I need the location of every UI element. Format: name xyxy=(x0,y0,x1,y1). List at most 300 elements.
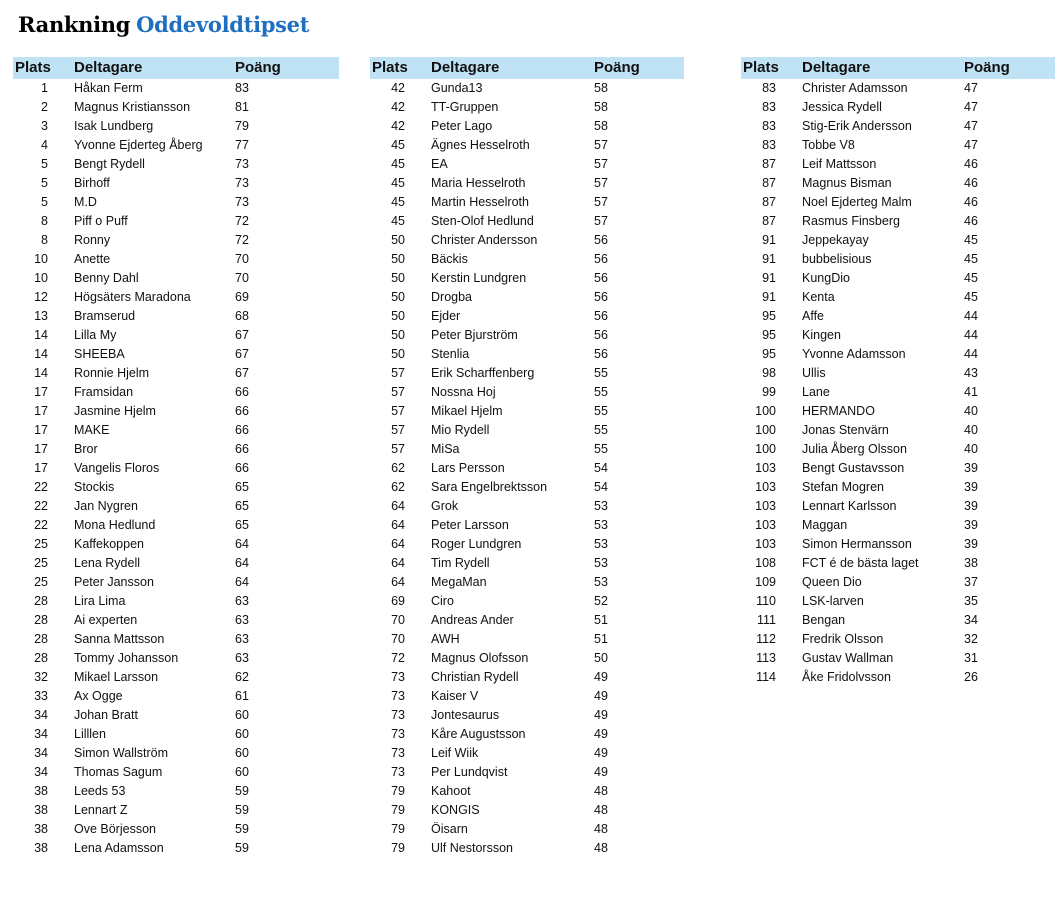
name-cell: Kenta xyxy=(802,290,835,304)
table-row xyxy=(13,98,339,117)
name-cell: Stig-Erik Andersson xyxy=(802,119,912,133)
points-cell: 70 xyxy=(235,252,249,266)
points-cell: 57 xyxy=(594,214,608,228)
points-cell: 66 xyxy=(235,423,249,437)
table-row xyxy=(13,554,339,573)
rank-cell: 79 xyxy=(391,822,405,836)
points-cell: 48 xyxy=(594,784,608,798)
table-row xyxy=(370,573,684,592)
name-cell: Bramserud xyxy=(74,309,136,323)
name-cell: Högsäters Maradona xyxy=(74,290,191,304)
rank-cell: 10 xyxy=(34,252,48,266)
name-cell: Kerstin Lundgren xyxy=(431,271,527,285)
rank-cell: 83 xyxy=(762,119,776,133)
points-cell: 56 xyxy=(594,290,608,304)
points-cell: 77 xyxy=(235,138,249,152)
rank-cell: 28 xyxy=(34,632,48,646)
points-cell: 73 xyxy=(235,157,249,171)
name-cell: MiSa xyxy=(431,442,460,456)
name-cell: Lilllen xyxy=(74,727,106,741)
table-row xyxy=(741,630,1055,649)
table-row xyxy=(370,763,684,782)
table-row xyxy=(13,744,339,763)
points-cell: 54 xyxy=(594,480,608,494)
rank-cell: 34 xyxy=(34,765,48,779)
table-row xyxy=(741,383,1055,402)
rank-cell: 17 xyxy=(34,461,48,475)
table-row xyxy=(370,136,684,155)
table-row xyxy=(370,79,684,98)
rank-cell: 50 xyxy=(391,290,405,304)
table-row xyxy=(370,117,684,136)
name-cell: Jasmine Hjelm xyxy=(74,404,156,418)
rank-cell: 62 xyxy=(391,480,405,494)
points-cell: 59 xyxy=(235,784,249,798)
points-cell: 58 xyxy=(594,119,608,133)
name-cell: Kaiser V xyxy=(431,689,479,703)
table-row xyxy=(370,459,684,478)
rank-cell: 95 xyxy=(762,347,776,361)
ranking-rows xyxy=(741,79,1055,687)
name-cell: Sanna Mattsson xyxy=(74,632,165,646)
rank-cell: 103 xyxy=(755,537,776,551)
points-cell: 53 xyxy=(594,556,608,570)
points-cell: 49 xyxy=(594,746,608,760)
column-header-deltagare: Deltagare xyxy=(788,57,964,79)
points-cell: 44 xyxy=(964,309,978,323)
name-cell: Mikael Hjelm xyxy=(431,404,503,418)
rank-cell: 73 xyxy=(391,689,405,703)
rank-cell: 87 xyxy=(762,214,776,228)
rank-cell: 17 xyxy=(34,442,48,456)
rank-cell: 113 xyxy=(756,651,776,665)
points-cell: 31 xyxy=(964,651,978,665)
points-cell: 51 xyxy=(594,613,608,627)
rank-cell: 64 xyxy=(391,499,405,513)
name-cell: Julia Åberg Olsson xyxy=(802,442,907,456)
points-cell: 59 xyxy=(235,803,249,817)
name-cell: LSK-larven xyxy=(802,594,864,608)
rank-cell: 73 xyxy=(391,746,405,760)
rank-cell: 12 xyxy=(34,290,48,304)
points-cell: 26 xyxy=(964,670,978,684)
name-cell: Peter Jansson xyxy=(74,575,154,589)
rank-cell: 50 xyxy=(391,233,405,247)
rank-cell: 38 xyxy=(34,803,48,817)
table-row xyxy=(370,155,684,174)
table-row xyxy=(741,478,1055,497)
points-cell: 46 xyxy=(964,214,978,228)
points-cell: 39 xyxy=(964,499,978,513)
table-row xyxy=(13,649,339,668)
name-cell: Lennart Karlsson xyxy=(802,499,897,513)
rank-cell: 57 xyxy=(391,423,405,437)
points-cell: 47 xyxy=(964,100,978,114)
name-cell: Noel Ejderteg Malm xyxy=(802,195,912,209)
points-cell: 55 xyxy=(594,404,608,418)
rank-cell: 64 xyxy=(391,518,405,532)
name-cell: Ai experten xyxy=(74,613,138,627)
table-row xyxy=(13,820,339,839)
points-cell: 41 xyxy=(964,385,978,399)
table-row xyxy=(13,250,339,269)
table-row xyxy=(13,801,339,820)
points-cell: 48 xyxy=(594,822,608,836)
points-cell: 44 xyxy=(964,328,978,342)
rank-cell: 73 xyxy=(391,765,405,779)
name-cell: Isak Lundberg xyxy=(74,119,154,133)
table-row xyxy=(370,478,684,497)
table-row xyxy=(13,782,339,801)
points-cell: 72 xyxy=(235,233,249,247)
points-cell: 55 xyxy=(594,385,608,399)
name-cell: Ronnie Hjelm xyxy=(74,366,150,380)
points-cell: 49 xyxy=(594,708,608,722)
rank-cell: 114 xyxy=(756,670,776,684)
points-cell: 37 xyxy=(964,575,978,589)
name-cell: Affe xyxy=(802,309,825,323)
name-cell: Mikael Larsson xyxy=(74,670,159,684)
name-cell: Lena Adamsson xyxy=(74,841,164,855)
points-cell: 48 xyxy=(594,803,608,817)
rank-cell: 45 xyxy=(391,157,405,171)
rank-cell: 64 xyxy=(391,556,405,570)
rank-cell: 112 xyxy=(756,632,776,646)
rank-cell: 42 xyxy=(391,119,405,133)
points-cell: 60 xyxy=(235,746,249,760)
ranking-table-3 xyxy=(741,57,1055,687)
title-oddevoldtipset: Oddevoldtipset xyxy=(136,12,310,37)
ranking-rows xyxy=(13,79,339,858)
points-cell: 65 xyxy=(235,499,249,513)
rank-cell: 34 xyxy=(34,708,48,722)
rank-cell: 38 xyxy=(34,822,48,836)
name-cell: Vangelis Floros xyxy=(74,461,160,475)
table-row xyxy=(741,592,1055,611)
rank-cell: 38 xyxy=(34,784,48,798)
rank-cell: 57 xyxy=(391,366,405,380)
name-cell: Jessica Rydell xyxy=(802,100,882,114)
table-row xyxy=(370,326,684,345)
page-title xyxy=(18,10,309,40)
points-cell: 58 xyxy=(594,100,608,114)
name-cell: MegaMan xyxy=(431,575,487,589)
rank-cell: 45 xyxy=(391,138,405,152)
table-row xyxy=(370,231,684,250)
name-cell: Jan Nygren xyxy=(74,499,138,513)
name-cell: Lira Lima xyxy=(74,594,126,608)
rank-cell: 5 xyxy=(41,157,48,171)
table-row xyxy=(370,668,684,687)
name-cell: Fredrik Olsson xyxy=(802,632,884,646)
name-cell: Stefan Mogren xyxy=(802,480,884,494)
rank-cell: 45 xyxy=(391,176,405,190)
table-row xyxy=(741,573,1055,592)
points-cell: 65 xyxy=(235,480,249,494)
name-cell: Roger Lundgren xyxy=(431,537,522,551)
name-cell: Queen Dio xyxy=(802,575,862,589)
table-row xyxy=(13,383,339,402)
table-row xyxy=(741,459,1055,478)
points-cell: 46 xyxy=(964,157,978,171)
ranking-rows xyxy=(370,79,684,858)
rank-cell: 25 xyxy=(34,537,48,551)
points-cell: 49 xyxy=(594,670,608,684)
table-row xyxy=(370,345,684,364)
rank-cell: 87 xyxy=(762,157,776,171)
points-cell: 67 xyxy=(235,347,249,361)
rank-cell: 103 xyxy=(755,518,776,532)
table-row xyxy=(370,592,684,611)
points-cell: 53 xyxy=(594,518,608,532)
points-cell: 32 xyxy=(964,632,978,646)
table-row xyxy=(741,117,1055,136)
points-cell: 72 xyxy=(235,214,249,228)
rank-cell: 10 xyxy=(34,271,48,285)
table-row xyxy=(370,744,684,763)
name-cell: Öisarn xyxy=(431,822,468,836)
name-cell: Yvonne Ejderteg Åberg xyxy=(74,138,203,152)
table-row xyxy=(741,611,1055,630)
points-cell: 68 xyxy=(235,309,249,323)
points-cell: 79 xyxy=(235,119,249,133)
points-cell: 66 xyxy=(235,385,249,399)
name-cell: Simon Wallström xyxy=(74,746,168,760)
name-cell: Åke Fridolvsson xyxy=(802,670,891,684)
table-row xyxy=(370,516,684,535)
points-cell: 55 xyxy=(594,366,608,380)
table-row xyxy=(13,630,339,649)
table-row xyxy=(741,345,1055,364)
points-cell: 40 xyxy=(964,404,978,418)
table-row xyxy=(370,174,684,193)
rank-cell: 62 xyxy=(391,461,405,475)
table-row xyxy=(13,706,339,725)
table-row xyxy=(13,611,339,630)
rank-cell: 70 xyxy=(391,632,405,646)
table-row xyxy=(13,478,339,497)
table-row xyxy=(741,193,1055,212)
points-cell: 49 xyxy=(594,765,608,779)
ranking-table-1 xyxy=(13,57,339,858)
table-row xyxy=(13,364,339,383)
rank-cell: 57 xyxy=(391,442,405,456)
table-row xyxy=(741,516,1055,535)
column-header-poang: Poäng xyxy=(235,57,339,79)
name-cell: Gunda13 xyxy=(431,81,483,95)
name-cell: Christian Rydell xyxy=(431,670,519,684)
name-cell: Andreas Ander xyxy=(431,613,514,627)
table-row xyxy=(13,269,339,288)
rank-cell: 110 xyxy=(756,594,776,608)
table-row xyxy=(13,212,339,231)
points-cell: 57 xyxy=(594,138,608,152)
points-cell: 67 xyxy=(235,328,249,342)
table-row xyxy=(13,535,339,554)
points-cell: 73 xyxy=(235,176,249,190)
name-cell: Leif Mattsson xyxy=(802,157,877,171)
column-header-deltagare: Deltagare xyxy=(417,57,594,79)
points-cell: 58 xyxy=(594,81,608,95)
name-cell: Stenlia xyxy=(431,347,470,361)
table-row xyxy=(13,136,339,155)
points-cell: 47 xyxy=(964,81,978,95)
points-cell: 46 xyxy=(964,176,978,190)
table-row xyxy=(370,193,684,212)
rank-cell: 50 xyxy=(391,252,405,266)
rank-cell: 28 xyxy=(34,651,48,665)
name-cell: Rasmus Finsberg xyxy=(802,214,900,228)
points-cell: 55 xyxy=(594,442,608,456)
rank-cell: 34 xyxy=(34,746,48,760)
table-row xyxy=(13,117,339,136)
table-row xyxy=(13,687,339,706)
points-cell: 45 xyxy=(964,290,978,304)
header-row xyxy=(13,57,339,79)
table-row xyxy=(13,592,339,611)
name-cell: Ciro xyxy=(431,594,454,608)
rank-cell: 91 xyxy=(762,252,776,266)
rank-cell: 14 xyxy=(34,328,48,342)
points-cell: 45 xyxy=(964,271,978,285)
points-cell: 40 xyxy=(964,423,978,437)
rank-cell: 8 xyxy=(41,214,48,228)
name-cell: Framsidan xyxy=(74,385,134,399)
points-cell: 53 xyxy=(594,575,608,589)
table-row xyxy=(741,421,1055,440)
name-cell: Peter Larsson xyxy=(431,518,509,532)
rank-cell: 108 xyxy=(755,556,776,570)
ranking-table-2 xyxy=(370,57,684,858)
rank-cell: 72 xyxy=(391,651,405,665)
rank-cell: 64 xyxy=(391,575,405,589)
points-cell: 39 xyxy=(964,537,978,551)
table-row xyxy=(13,193,339,212)
table-row xyxy=(741,174,1055,193)
rank-cell: 3 xyxy=(41,119,48,133)
rank-cell: 25 xyxy=(34,556,48,570)
points-cell: 69 xyxy=(235,290,249,304)
table-row xyxy=(370,497,684,516)
table-row xyxy=(370,288,684,307)
points-cell: 64 xyxy=(235,537,249,551)
points-cell: 34 xyxy=(964,613,978,627)
table-row xyxy=(370,782,684,801)
name-cell: Simon Hermansson xyxy=(802,537,912,551)
name-cell: Martin Hesselroth xyxy=(431,195,529,209)
name-cell: Ronny xyxy=(74,233,111,247)
table-row xyxy=(370,649,684,668)
rank-cell: 98 xyxy=(762,366,776,380)
points-cell: 70 xyxy=(235,271,249,285)
table-row xyxy=(741,554,1055,573)
name-cell: MAKE xyxy=(74,423,110,437)
points-cell: 67 xyxy=(235,366,249,380)
column-header-plats: Plats xyxy=(741,57,788,79)
table-row xyxy=(741,269,1055,288)
rank-cell: 50 xyxy=(391,271,405,285)
points-cell: 45 xyxy=(964,233,978,247)
points-cell: 60 xyxy=(235,765,249,779)
rank-cell: 34 xyxy=(34,727,48,741)
name-cell: Bror xyxy=(74,442,98,456)
rank-cell: 22 xyxy=(34,499,48,513)
table-row xyxy=(13,668,339,687)
name-cell: Ägnes Hesselroth xyxy=(431,138,530,152)
name-cell: Magnus Bisman xyxy=(802,176,892,190)
table-row xyxy=(13,402,339,421)
table-row xyxy=(370,554,684,573)
table-row xyxy=(13,573,339,592)
points-cell: 51 xyxy=(594,632,608,646)
points-cell: 83 xyxy=(235,81,249,95)
name-cell: Jeppekayay xyxy=(802,233,869,247)
table-row xyxy=(13,440,339,459)
rank-cell: 111 xyxy=(756,613,776,627)
rank-cell: 8 xyxy=(41,233,48,247)
rank-cell: 103 xyxy=(755,461,776,475)
table-row xyxy=(741,668,1055,687)
name-cell: Leeds 53 xyxy=(74,784,126,798)
table-row xyxy=(741,402,1055,421)
points-cell: 52 xyxy=(594,594,608,608)
table-row xyxy=(370,535,684,554)
table-row xyxy=(370,98,684,117)
rank-cell: 57 xyxy=(391,385,405,399)
rank-cell: 103 xyxy=(755,480,776,494)
name-cell: Kingen xyxy=(802,328,841,342)
rank-cell: 28 xyxy=(34,594,48,608)
name-cell: Nossna Hoj xyxy=(431,385,496,399)
rank-cell: 1 xyxy=(41,81,48,95)
points-cell: 65 xyxy=(235,518,249,532)
table-row xyxy=(370,383,684,402)
points-cell: 59 xyxy=(235,841,249,855)
points-cell: 62 xyxy=(235,670,249,684)
rank-cell: 79 xyxy=(391,803,405,817)
points-cell: 54 xyxy=(594,461,608,475)
column-header-deltagare: Deltagare xyxy=(60,57,235,79)
points-cell: 35 xyxy=(964,594,978,608)
table-row xyxy=(741,231,1055,250)
name-cell: Drogba xyxy=(431,290,472,304)
name-cell: Grok xyxy=(431,499,459,513)
rank-cell: 83 xyxy=(762,100,776,114)
name-cell: Tim Rydell xyxy=(431,556,490,570)
points-cell: 57 xyxy=(594,157,608,171)
table-row xyxy=(741,250,1055,269)
title-rankning: Rankning xyxy=(18,12,131,37)
rank-cell: 28 xyxy=(34,613,48,627)
name-cell: Yvonne Adamsson xyxy=(802,347,906,361)
name-cell: Stockis xyxy=(74,480,115,494)
name-cell: HERMANDO xyxy=(802,404,875,418)
rank-cell: 95 xyxy=(762,328,776,342)
name-cell: Gustav Wallman xyxy=(802,651,894,665)
table-row xyxy=(13,839,339,858)
name-cell: Tommy Johansson xyxy=(74,651,179,665)
table-row xyxy=(13,459,339,478)
table-row xyxy=(13,421,339,440)
table-row xyxy=(13,79,339,98)
name-cell: Thomas Sagum xyxy=(74,765,163,779)
rank-cell: 73 xyxy=(391,670,405,684)
name-cell: Peter Lago xyxy=(431,119,493,133)
points-cell: 63 xyxy=(235,594,249,608)
table-row xyxy=(370,725,684,744)
rank-cell: 45 xyxy=(391,214,405,228)
table-row xyxy=(370,402,684,421)
